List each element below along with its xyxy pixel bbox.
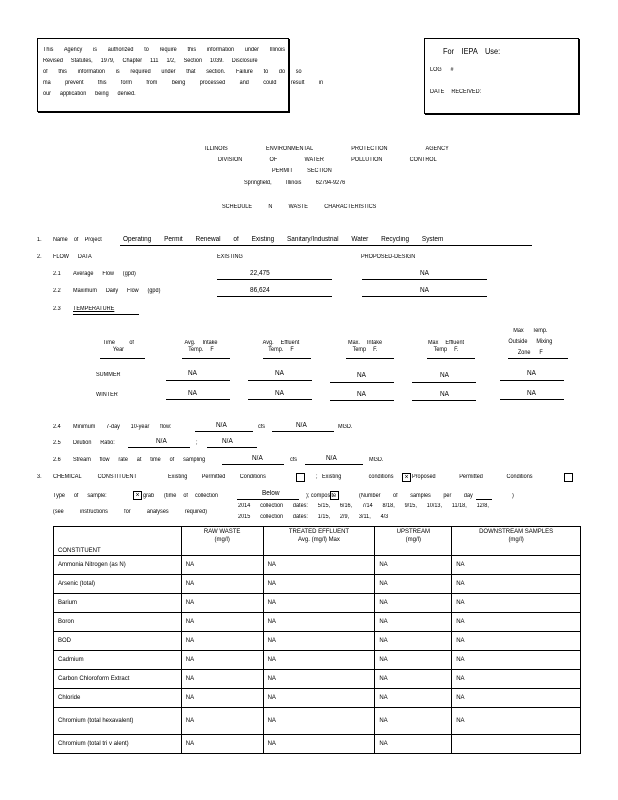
temp-header-avg-effluent: Avg. Effluent Temp. F [262, 340, 300, 353]
winter-rule-1 [166, 399, 230, 400]
treated-value: NA [263, 613, 375, 632]
summer-label: SUMMER [96, 372, 121, 378]
winter-v3: NA [357, 391, 366, 398]
temperature-label: TEMPERATURE [73, 306, 115, 312]
header-raw-2: (mg/l) [214, 537, 230, 543]
upstream-value: NA [375, 651, 452, 670]
winter-rule-3 [330, 400, 394, 401]
downstream-value: NA [452, 594, 581, 613]
project-name-line [120, 245, 532, 246]
temp-header-time: Time of Year [102, 340, 134, 353]
flow-2-existing: 86,624 [250, 287, 270, 294]
header-constituent [54, 527, 182, 556]
raw-value: NA [181, 575, 263, 594]
constituent-name: Arsenic (total) [54, 575, 182, 594]
table-row [54, 670, 581, 689]
number-of-samples-close: ) [512, 493, 514, 499]
table-row [54, 651, 581, 670]
constituent-name: Carbon Chloroform Extract [54, 670, 182, 689]
header-treated-1: TREATED EFFLUENT [288, 529, 350, 535]
header-treated-2: Avg. (mg/l) Max [298, 537, 340, 543]
downstream-value: NA [452, 689, 581, 708]
item3-number: 3. [37, 474, 42, 480]
upstream-value: NA [375, 735, 452, 754]
dilution-label: Dilution Ratio: [73, 440, 115, 446]
flow-2-number: 2.2 [53, 288, 61, 294]
flow-1-existing: 22,475 [250, 270, 270, 277]
dilution-line-2 [207, 447, 257, 448]
treated-value: NA [263, 708, 375, 735]
constituent-name: Chloride [54, 689, 182, 708]
treated-value: NA [263, 735, 375, 754]
flow-2-label: Maximum Daily Flow (gpd) [73, 288, 161, 294]
downstream-value: NA [452, 632, 581, 651]
constituent-name: Barium [54, 594, 182, 613]
item3-separator: ; [316, 474, 318, 480]
composite-checkbox[interactable] [330, 491, 339, 500]
downstream-value: NA [452, 556, 581, 575]
temp-header-rule-1 [100, 358, 145, 359]
raw-value: NA [181, 613, 263, 632]
treated-value: NA [263, 689, 375, 708]
existing-conditions-label: Existing conditions [322, 474, 394, 480]
flow-1-existing-line [217, 279, 332, 280]
low-flow-label: Minimum 7-day 10-year flow: [73, 424, 172, 430]
temperature-line [73, 314, 139, 315]
stream-label: Stream flow rate at time of sampling [73, 457, 206, 463]
upstream-value: NA [375, 670, 452, 689]
flow-1-number: 2.1 [53, 271, 61, 277]
temp-header-max-effluent: Max Effluent Temp F. [427, 340, 465, 353]
constituent-name: BOD [54, 632, 182, 651]
log-number-label: LOG # [430, 67, 454, 73]
existing-permitted-checkbox[interactable] [296, 473, 305, 482]
treated-value: NA [263, 651, 375, 670]
header-downstream-2: (mg/l) [508, 537, 524, 543]
number-of-samples-label: (Number of samples per day [359, 493, 473, 499]
flow-data-label: FLOW DATA [53, 254, 92, 260]
upstream-value: NA [375, 689, 452, 708]
notice-line-3: of this information is required under that section. Failure to do so [43, 69, 302, 75]
notice-line-5: our application being denied. [43, 91, 136, 97]
winter-v4: NA [440, 391, 449, 398]
constituent-table [53, 526, 581, 754]
collection-2014: 2014 collection dates: 5/15, 6/16, 7/14 8/18, 9/15, 10/13, 11/18, 12/8, [238, 503, 489, 509]
project-name-label: Name of Project [53, 237, 102, 243]
flow-2-proposed-line [362, 296, 487, 297]
winter-v1: NA [188, 390, 197, 397]
composite-label: ); composite [306, 493, 337, 499]
constituent-name: Cadmium [54, 651, 182, 670]
dilution-value-1: N/A [156, 438, 167, 445]
proposed-permitted-checkbox[interactable]: × [402, 473, 411, 482]
time-of-collection-label: (time of collection [164, 493, 218, 499]
agency-line-1: ILLINOIS ENVIRONMENTAL PROTECTION AGENCY [205, 146, 449, 152]
notice-line-1: This Agency is authorized to require this information under Illinois [43, 47, 286, 53]
temp-header-rule-6 [508, 358, 568, 359]
summer-rule-1 [166, 380, 230, 381]
project-name-value: Operating Permit Renewal of Existing Sanitary/Industrial Water Recycling System [123, 236, 444, 243]
summer-v2: NA [275, 370, 284, 377]
item1-number: 1. [37, 237, 42, 243]
constituent-name: Chromium (total hexavalent) [54, 708, 182, 735]
stream-value-2: N/A [326, 455, 337, 462]
low-flow-line-1 [195, 431, 253, 432]
low-flow-number: 2.4 [53, 424, 61, 430]
time-of-collection-line [237, 499, 299, 500]
existing-header: EXISTING [217, 254, 243, 260]
upstream-value: NA [375, 613, 452, 632]
agency-line-4: Springfield, Illinois 62794-9276 [244, 180, 346, 186]
raw-value: NA [181, 651, 263, 670]
item2-number: 2. [37, 254, 42, 260]
raw-value: NA [181, 670, 263, 689]
header-constituent-label: CONSTITUENT [58, 548, 101, 554]
downstream-value [452, 735, 581, 754]
time-of-collection-value: Below [262, 490, 280, 497]
stream-unit-2: MGD. [369, 457, 384, 463]
flow-2-proposed: NA [420, 287, 429, 294]
notice-box [37, 38, 324, 112]
summer-v4: NA [440, 372, 449, 379]
stream-value-1: N/A [252, 455, 263, 462]
raw-value: NA [181, 556, 263, 575]
low-flow-value-1: N/A [216, 422, 227, 429]
table-row [54, 556, 581, 575]
low-flow-unit-2: MGD. [338, 424, 353, 430]
raw-value: NA [181, 708, 263, 735]
table-row [54, 689, 581, 708]
sample-type-label: Type of sample: [53, 493, 107, 499]
low-flow-value-2: N/A [296, 422, 307, 429]
temp-header-avg-intake: Avg. Intake Temp. F [184, 340, 218, 353]
stream-unit-1: cfs [290, 457, 298, 463]
header-raw-1: RAW WASTE [203, 529, 241, 535]
header-upstream-2: (mg/l) [405, 537, 421, 543]
constituent-name: Boron [54, 613, 182, 632]
header-downstream [452, 527, 581, 556]
summer-v1: NA [188, 370, 197, 377]
iepa-use-box [424, 38, 579, 114]
table-header-row [54, 527, 581, 556]
see-instructions: (see instructions for analyses required) [53, 509, 207, 515]
grab-checkbox[interactable]: × [133, 491, 142, 500]
table-row [54, 594, 581, 613]
extra-checkbox[interactable] [564, 473, 573, 482]
header-upstream-1: UPSTREAM [396, 529, 430, 535]
summer-rule-2 [248, 380, 312, 381]
winter-rule-2 [248, 399, 312, 400]
table-row [54, 575, 581, 594]
header-upstream [375, 527, 452, 556]
flow-1-proposed: NA [420, 270, 429, 277]
upstream-value: NA [375, 708, 452, 735]
iepa-title: For IEPA Use: [443, 47, 501, 56]
notice-line-2: Revised Statutes, 1979, Chapter 111 1/2, Section 1039. Disclosure [43, 58, 258, 64]
dilution-separator: ; [196, 440, 198, 446]
downstream-value: NA [452, 670, 581, 689]
summer-v3: NA [357, 372, 366, 379]
winter-label: WINTER [96, 392, 118, 398]
dilution-line-1 [128, 447, 190, 448]
header-downstream-1: DOWNSTREAM SAMPLES [479, 529, 554, 535]
downstream-value: NA [452, 575, 581, 594]
flow-2-existing-line [217, 296, 332, 297]
low-flow-line-2 [272, 431, 334, 432]
flow-1-label: Average Flow (gpd) [73, 271, 136, 277]
stream-line-2 [305, 464, 363, 465]
agency-line-3: PERMIT SECTION [272, 168, 332, 174]
existing-permitted-label: Existing Permitted Conditions [168, 474, 266, 480]
date-received-label: DATE RECEIVED: [430, 89, 482, 95]
flow-1-proposed-line [362, 279, 487, 280]
raw-value: NA [181, 632, 263, 651]
raw-value: NA [181, 594, 263, 613]
temp-header-rule-3 [263, 358, 311, 359]
dilution-number: 2.5 [53, 440, 61, 446]
summer-v5: NA [527, 370, 536, 377]
treated-value: NA [263, 670, 375, 689]
agency-line-2: DIVISION OF WATER POLLUTION CONTROL [218, 157, 437, 163]
temp-header-rule-5 [427, 358, 475, 359]
downstream-value: NA [452, 708, 581, 735]
header-raw [181, 527, 263, 556]
table-row [54, 735, 581, 754]
number-of-samples-line [476, 499, 492, 500]
constituent-name: Ammonia Nitrogen (as N) [54, 556, 182, 575]
header-treated [263, 527, 375, 556]
raw-value: NA [181, 689, 263, 708]
winter-v5: NA [527, 390, 536, 397]
summer-rule-5 [500, 380, 564, 381]
summer-rule-3 [330, 382, 394, 383]
table-row [54, 613, 581, 632]
treated-value: NA [263, 594, 375, 613]
treated-value: NA [263, 632, 375, 651]
collection-2015: 2015 collection dates: 1/15, 2/9, 3/11, 4/3 [238, 514, 389, 520]
upstream-value: NA [375, 575, 452, 594]
schedule-title: SCHEDULE N WASTE CHARACTERISTICS [222, 204, 377, 210]
winter-rule-4 [412, 400, 476, 401]
winter-rule-5 [500, 399, 564, 400]
upstream-value: NA [375, 556, 452, 575]
treated-value: NA [263, 575, 375, 594]
winter-v2: NA [275, 390, 284, 397]
raw-value: NA [181, 735, 263, 754]
downstream-value: NA [452, 613, 581, 632]
notice-line-4: ma prevent this form from being processed and could result in [43, 80, 324, 86]
downstream-value: NA [452, 651, 581, 670]
temp-header-max-outside: Max Temp. Outside Mixing Zone F [508, 328, 553, 356]
low-flow-unit-1: cfs [258, 424, 266, 430]
upstream-value: NA [375, 632, 452, 651]
temp-header-rule-4 [346, 358, 394, 359]
proposed-permitted-label: Proposed Permitted Conditions [412, 474, 533, 480]
summer-rule-4 [412, 382, 476, 383]
temp-header-max-intake: Max. Intake Temp F. [347, 340, 383, 353]
upstream-value: NA [375, 594, 452, 613]
temperature-number: 2.3 [53, 306, 61, 312]
temp-header-rule-2 [182, 358, 230, 359]
stream-number: 2.6 [53, 457, 61, 463]
stream-line-1 [222, 464, 284, 465]
constituent-name: Chromium (total tri v alent) [54, 735, 182, 754]
chemical-constituent-label: CHEMICAL CONSTITUENT [53, 474, 137, 480]
table-row [54, 632, 581, 651]
grab-label: grab [143, 493, 155, 499]
proposed-header: PROPOSED-DESIGN [361, 254, 416, 260]
table-row [54, 708, 581, 735]
treated-value: NA [263, 556, 375, 575]
dilution-value-2: N/A [222, 438, 233, 445]
